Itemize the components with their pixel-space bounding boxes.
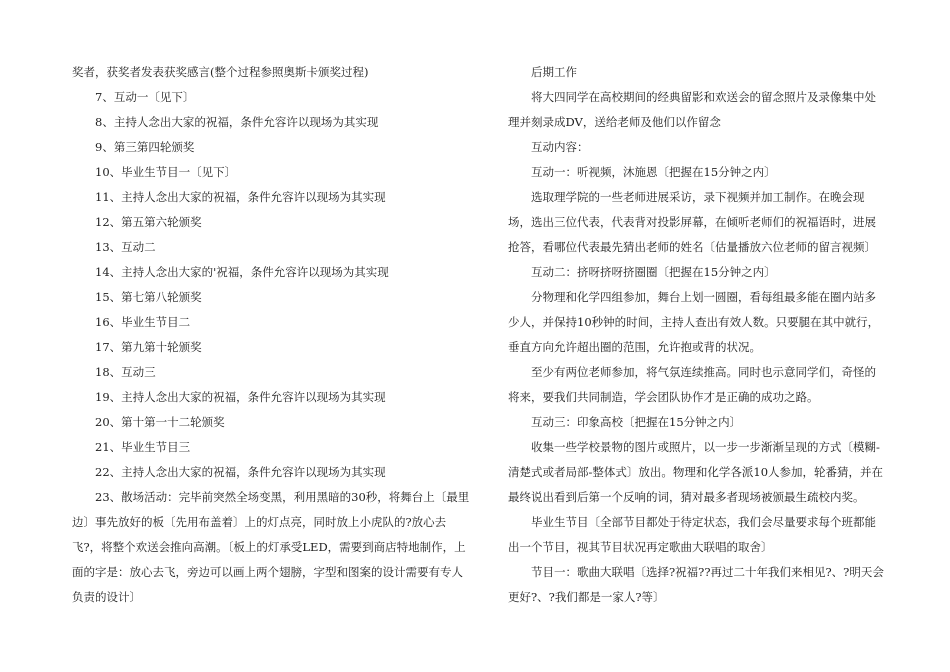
left-column-paragraph: 10、毕业生节目一〔见下〕 [95,165,237,179]
left-column-paragraph: 11、主持人念出大家的祝福，条件允容许以现场为其实现 [95,190,386,204]
left-column-paragraph: 14、主持人念出大家的'祝福，条件允容许以现场为其实现 [95,265,389,279]
right-column-paragraph: 互动三：印象高校〔把握在15分钟之内〕 [531,415,742,429]
right-column-paragraph: 毕业生节目〔全部节目都处于待定状态，我们会尽量要求每个班都能出一个节目，视其节目状况再定歌曲大联唱的取舍〕 [508,515,876,554]
right-column-paragraph: 选取理学院的一些老师进展采访，录下视频并加工制作。在晚会现场，选出三位代表，代表背对投影屏幕，在倾听老师们的祝福语时，进展抢答，看哪位代表最先猜出老师的姓名〔估量播放六位老师的留言视频〕 [508,190,876,254]
right-column-paragraph: 分物理和化学四组参加，舞台上划一圆圈，看每组最多能在圈内站多少人，并保持10秒钟的时间，主持人查出有效人数。只要腿在其中就行，垂直方向允许超出圈的范围，允许抱或背的状况。 [508,290,880,354]
left-column-paragraph: 22、主持人念出大家的祝福，条件允容许以现场为其实现 [95,465,386,479]
right-column-paragraph: 互动二：挤呀挤呀挤圈圈〔把握在15分钟之内〕 [531,265,776,279]
left-column-paragraph: 13、互动二 [95,240,156,254]
left-column-paragraph: 9、第三第四轮颁奖 [95,140,195,154]
left-column-paragraph: 18、互动三 [95,365,156,379]
left-column-paragraph: 20、第十第一十二轮颁奖 [95,415,225,429]
left-column-paragraph: 奖者，获奖者发表获奖感言(整个过程参照奥斯卡颁奖过程) [72,65,369,79]
left-column-paragraph: 21、毕业生节目三 [95,440,191,454]
left-column-paragraph: 15、第七第八轮颁奖 [95,290,202,304]
right-column-paragraph: 节目一：歌曲大联唱〔选择?祝福??再过二十年我们来相见?、?明天会更好?、?我们都是一家人?等〕 [508,565,884,604]
right-column-paragraph: 收集一些学校景物的图片或照片，以一步一步渐渐呈现的方式〔模糊-清楚式或者局部-整体式〕放出。物理和化学各派10人参加，轮番猜，并在最终说出看到后第一个反响的词，猜对最多者现场被颁最生疏校内奖。 [508,440,884,504]
left-column-paragraph: 19、主持人念出大家的祝福，条件允容许以现场为其实现 [95,390,386,404]
left-column [72,60,474,610]
right-column-paragraph: 将大四同学在高校期间的经典留影和欢送会的留念照片及录像集中处理并刻录成DV，送给老师及他们以作留念 [508,90,876,129]
right-column-paragraph: 至少有两位老师参加，将气氛连续推高。同时也示意同学们，奇怪的将来，要我们共同制造，学会团队协作才是正确的成功之路。 [508,365,876,404]
left-column-paragraph: 8、主持人念出大家的祝福，条件允容许以现场为其实现 [95,115,379,129]
left-column-paragraph: 16、毕业生节目二 [95,315,191,329]
right-column-paragraph: 互动内容： [531,140,589,154]
left-column-paragraph: 12、第五第六轮颁奖 [95,215,202,229]
left-column-paragraph: 23、散场活动：完毕前突然全场变黑，利用黑暗的30秒，将舞台上〔最里边〕事先放好的板〔先用布盖着〕上的灯点亮，同时放上小虎队的?放心去飞?，将整个欢送会推向高潮。〔板上的灯承受LED，需要到商店特地制作，上面的字是：放心去飞，旁边可以画上两个翅膀，字型和图案的设计需要有专人负责的设计〕 [72,490,470,604]
right-column [508,60,886,610]
left-column-paragraph: 7、互动一〔见下〕 [95,90,195,104]
right-column-paragraph: 后期工作 [531,65,577,79]
left-column-paragraph: 17、第九第十轮颁奖 [95,340,202,354]
right-column-paragraph: 互动一：听视频，沐施恩〔把握在15分钟之内〕 [531,165,776,179]
